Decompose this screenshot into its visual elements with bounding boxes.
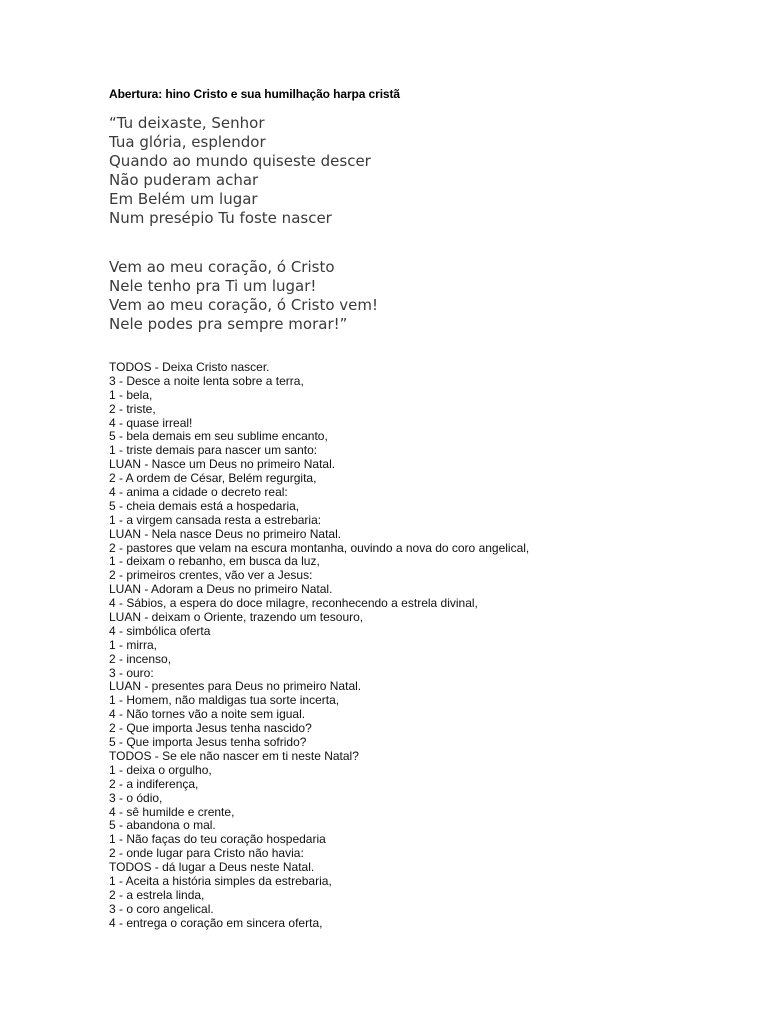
script-line: 2 - pastores que velam na escura montanha, ouvindo a nova do coro angelical, [109,540,530,555]
script-line: LUAN - Nasce um Deus no primeiro Natal. [109,457,336,472]
script-line: 4 - Não tornes vão a noite sem igual. [109,707,306,722]
script-line: 4 - Sábios, a espera do doce milagre, reconhecendo a estrela divinal, [109,596,478,611]
script-line: 1 - mirra, [109,637,157,652]
script-line: 1 - Homem, não maldigas tua sorte incerta, [109,693,340,708]
script-line: 2 - a estrela linda, [109,887,205,902]
stanza-line: Em Belém um lugar [109,190,258,208]
script-line: 4 - simbólica oferta [109,623,211,638]
dialogue-script [109,361,529,931]
script-line: 4 - sê humilde e crente, [109,804,235,819]
script-line: 1 - deixam o rebanho, em busca da luz, [109,554,320,569]
chorus-line: Nele tenho pra Ti um lugar! [109,277,317,295]
script-line: TODOS - Deixa Cristo nascer. [109,360,270,374]
script-line: 1 - a virgem cansada resta a estrebaria: [109,512,322,527]
script-line: 3 - ouro: [109,665,154,680]
script-line: 1 - Aceita a história simples da estrebaria, [109,873,332,888]
script-line: 2 - A ordem de César, Belém regurgita, [109,471,317,486]
script-line: 1 - bela, [109,387,153,402]
script-line: 3 - o coro angelical. [109,901,214,916]
stanza-line: Num presépio Tu foste nascer [109,209,332,227]
script-line: 4 - quase irreal! [109,415,193,430]
script-line: 3 - Desce a noite lenta sobre a terra, [109,373,304,388]
hymn-stanza-1 [109,114,371,228]
stanza-line: Não puderam achar [109,171,259,189]
stanza-line: Quando ao mundo quiseste descer [109,152,371,170]
script-line: 2 - primeiros crentes, vão ver a Jesus: [109,568,313,583]
script-line: 5 - Que importa Jesus tenha sofrido? [109,735,307,750]
chorus-line: Vem ao meu coração, ó Cristo [109,258,335,276]
script-line: 5 - abandona o mal. [109,818,216,833]
script-line: 2 - onde lugar para Cristo não havia: [109,846,304,861]
script-line: LUAN - presentes para Deus no primeiro Natal. [109,679,362,694]
script-line: 2 - Que importa Jesus tenha nascido? [109,721,312,736]
script-line: 2 - triste, [109,401,156,416]
script-line: LUAN - deixam o Oriente, trazendo um tesouro, [109,610,364,625]
script-line: LUAN - Nela nasce Deus no primeiro Natal. [109,526,342,541]
script-line: 1 - deixa o orgulho, [109,762,212,777]
script-line: 2 - a indiferença, [109,776,199,791]
script-line: 4 - anima a cidade o decreto real: [109,485,288,500]
script-line: 2 - incenso, [109,651,172,666]
script-line: 5 - bela demais em seu sublime encanto, [109,429,328,444]
stanza-line: “Tu deixaste, Senhor [109,114,265,132]
script-line: 5 - cheia demais está a hospedaria, [109,498,300,513]
script-line: 1 - Não faças do teu coração hospedaria [109,832,326,847]
script-line: 1 - triste demais para nascer um santo: [109,443,318,458]
script-line: LUAN - Adoram a Deus no primeiro Natal. [109,582,333,597]
script-line: 3 - o ódio, [109,790,163,805]
hymn-chorus [109,258,378,334]
stanza-line: Tua glória, esplendor [109,133,266,151]
chorus-line: Nele podes pra sempre morar!” [109,315,348,333]
script-line: 4 - entrega o coração em sincera oferta, [109,915,323,930]
script-line: TODOS - dá lugar a Deus neste Natal. [109,860,315,875]
document-heading: Abertura: hino Cristo e sua humilhação harpa cristã [109,87,400,101]
chorus-line: Vem ao meu coração, ó Cristo vem! [109,296,379,314]
script-line: TODOS - Se ele não nascer em ti neste Natal? [109,748,359,763]
